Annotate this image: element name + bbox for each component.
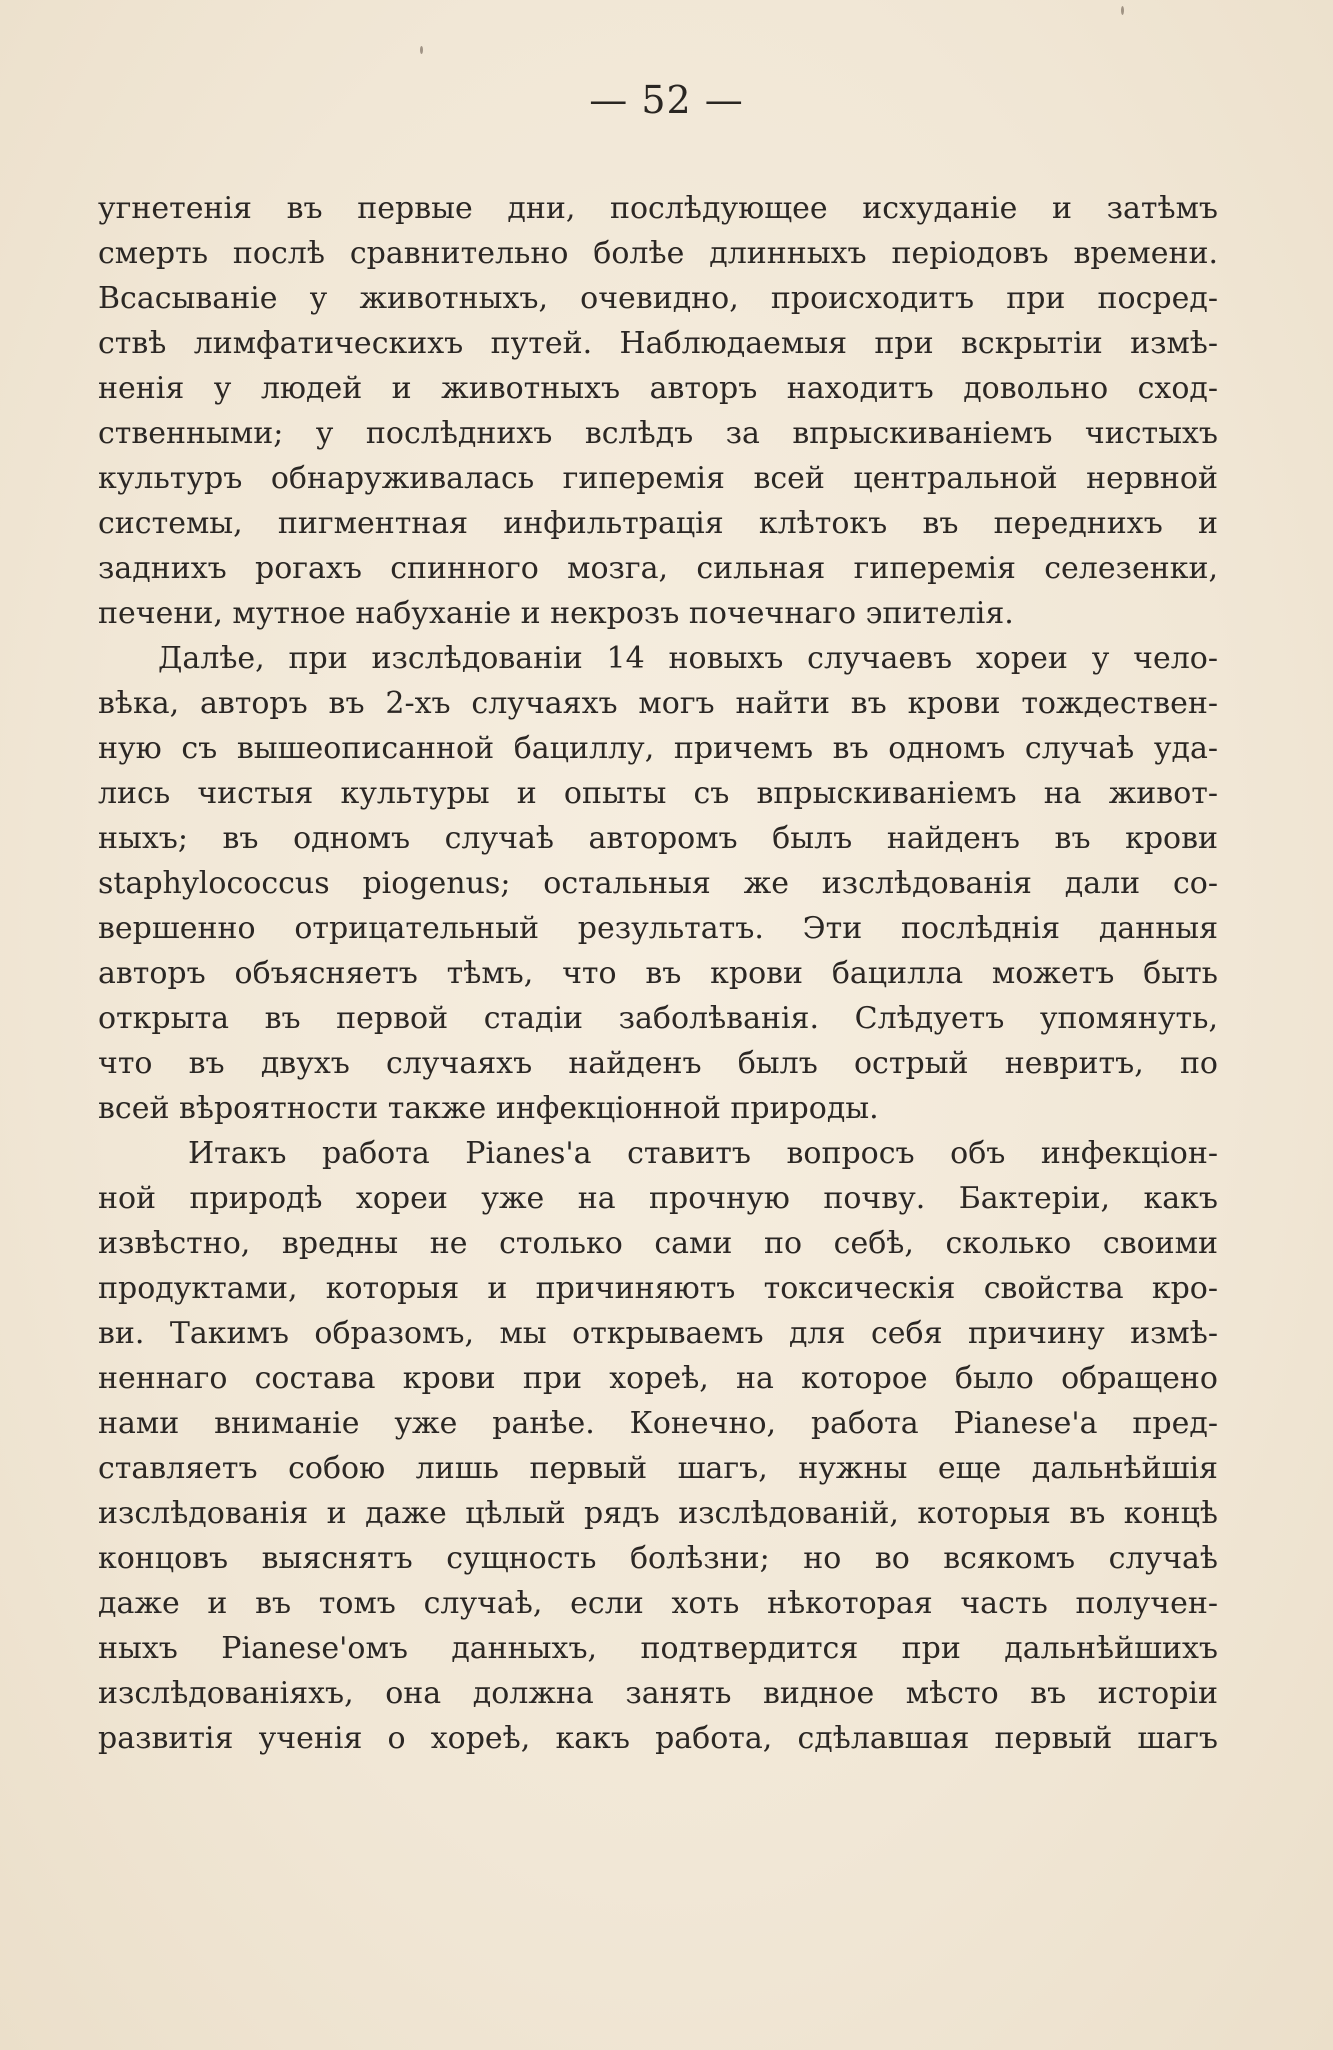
paragraph-end-line: всей вѣроятности также инфекціонной природы. bbox=[98, 1091, 879, 1126]
text-line: вершенно отрицательный результатъ. Эти послѣднія данныя bbox=[98, 911, 1218, 946]
text-line: ственными; у послѣднихъ вслѣдъ за впрыскиваніемъ чистыхъ bbox=[98, 416, 1218, 451]
text-line: культуръ обнаруживалась гиперемія всей центральной нервной bbox=[98, 461, 1218, 496]
text-line: смерть послѣ сравнительно болѣе длинныхъ періодовъ времени. bbox=[98, 236, 1218, 271]
text-line: концовъ выяснятъ сущность болѣзни; но во всякомъ случаѣ bbox=[98, 1541, 1218, 1576]
text-line: ви. Такимъ образомъ, мы открываемъ для себя причину измѣ- bbox=[98, 1316, 1218, 1351]
text-line: открыта въ первой стадіи заболѣванія. Слѣдуетъ упомянуть, bbox=[98, 1001, 1218, 1036]
text-line: ную съ вышеописанной бациллу, причемъ въ одномъ случаѣ уда- bbox=[98, 731, 1218, 766]
text-line: даже и въ томъ случаѣ, если хоть нѣкоторая часть получен- bbox=[98, 1586, 1218, 1621]
text-line: staphylococcus piogenus; остальныя же изслѣдованія дали со- bbox=[98, 866, 1218, 901]
text-line: ставляетъ собою лишь первый шагъ, нужны еще дальнѣйшія bbox=[98, 1451, 1218, 1486]
text-line: авторъ объясняетъ тѣмъ, что въ крови бацилла можетъ быть bbox=[98, 956, 1218, 991]
paragraph-start-line: Итакъ работа Pianes'а ставитъ вопросъ объ инфекціон- bbox=[188, 1136, 1218, 1171]
text-line: ной природѣ хореи уже на прочную почву. Бактеріи, какъ bbox=[98, 1181, 1218, 1216]
text-line: Всасываніе у животныхъ, очевидно, происходитъ при посред- bbox=[98, 281, 1218, 316]
paragraph-start-line: Далѣе, при изслѣдованіи 14 новыхъ случаевъ хореи у чело- bbox=[158, 641, 1218, 676]
paragraph-end-line: печени, мутное набуханіе и некрозъ почечнаго эпителія. bbox=[98, 596, 1014, 631]
page-number: — 52 — bbox=[589, 78, 744, 122]
text-line: извѣстно, вредны не столько сами по себѣ, сколько своими bbox=[98, 1226, 1218, 1261]
paper-speck bbox=[1121, 6, 1124, 15]
text-line: развитія ученія о хореѣ, какъ работа, сдѣлавшая первый шагъ bbox=[98, 1721, 1218, 1756]
text-line: что въ двухъ случаяхъ найденъ былъ острый невритъ, по bbox=[98, 1046, 1218, 1081]
text-line: угнетенія въ первые дни, послѣдующее исхуданіе и затѣмъ bbox=[98, 191, 1218, 226]
text-line: изслѣдованіяхъ, она должна занять видное мѣсто въ исторіи bbox=[98, 1676, 1218, 1711]
text-line: лись чистыя культуры и опыты съ впрыскиваніемъ на живот- bbox=[98, 776, 1218, 811]
text-line: ненія у людей и животныхъ авторъ находитъ довольно сход- bbox=[98, 371, 1218, 406]
body-text bbox=[98, 186, 1218, 1761]
paper-speck bbox=[420, 46, 423, 54]
text-line: неннаго состава крови при хореѣ, на которое было обращено bbox=[98, 1361, 1218, 1396]
text-line: системы, пигментная инфильтрація клѣтокъ въ переднихъ и bbox=[98, 506, 1218, 541]
text-line: ныхъ; въ одномъ случаѣ авторомъ былъ найденъ въ крови bbox=[98, 821, 1218, 856]
text-line: изслѣдованія и даже цѣлый рядъ изслѣдованій, которыя въ концѣ bbox=[98, 1496, 1218, 1531]
text-line: ствѣ лимфатическихъ путей. Наблюдаемыя при вскрытіи измѣ- bbox=[98, 326, 1218, 361]
text-line: продуктами, которыя и причиняютъ токсическія свойства кро- bbox=[98, 1271, 1218, 1306]
text-line: нами вниманіе уже ранѣе. Конечно, работа Pianese'а пред- bbox=[98, 1406, 1218, 1441]
text-line: вѣка, авторъ въ 2-хъ случаяхъ могъ найти въ крови тождествен- bbox=[98, 686, 1218, 721]
text-line: ныхъ Pianese'омъ данныхъ, подтвердится при дальнѣйшихъ bbox=[98, 1631, 1218, 1666]
text-line: заднихъ рогахъ спинного мозга, сильная гиперемія селезенки, bbox=[98, 551, 1218, 586]
